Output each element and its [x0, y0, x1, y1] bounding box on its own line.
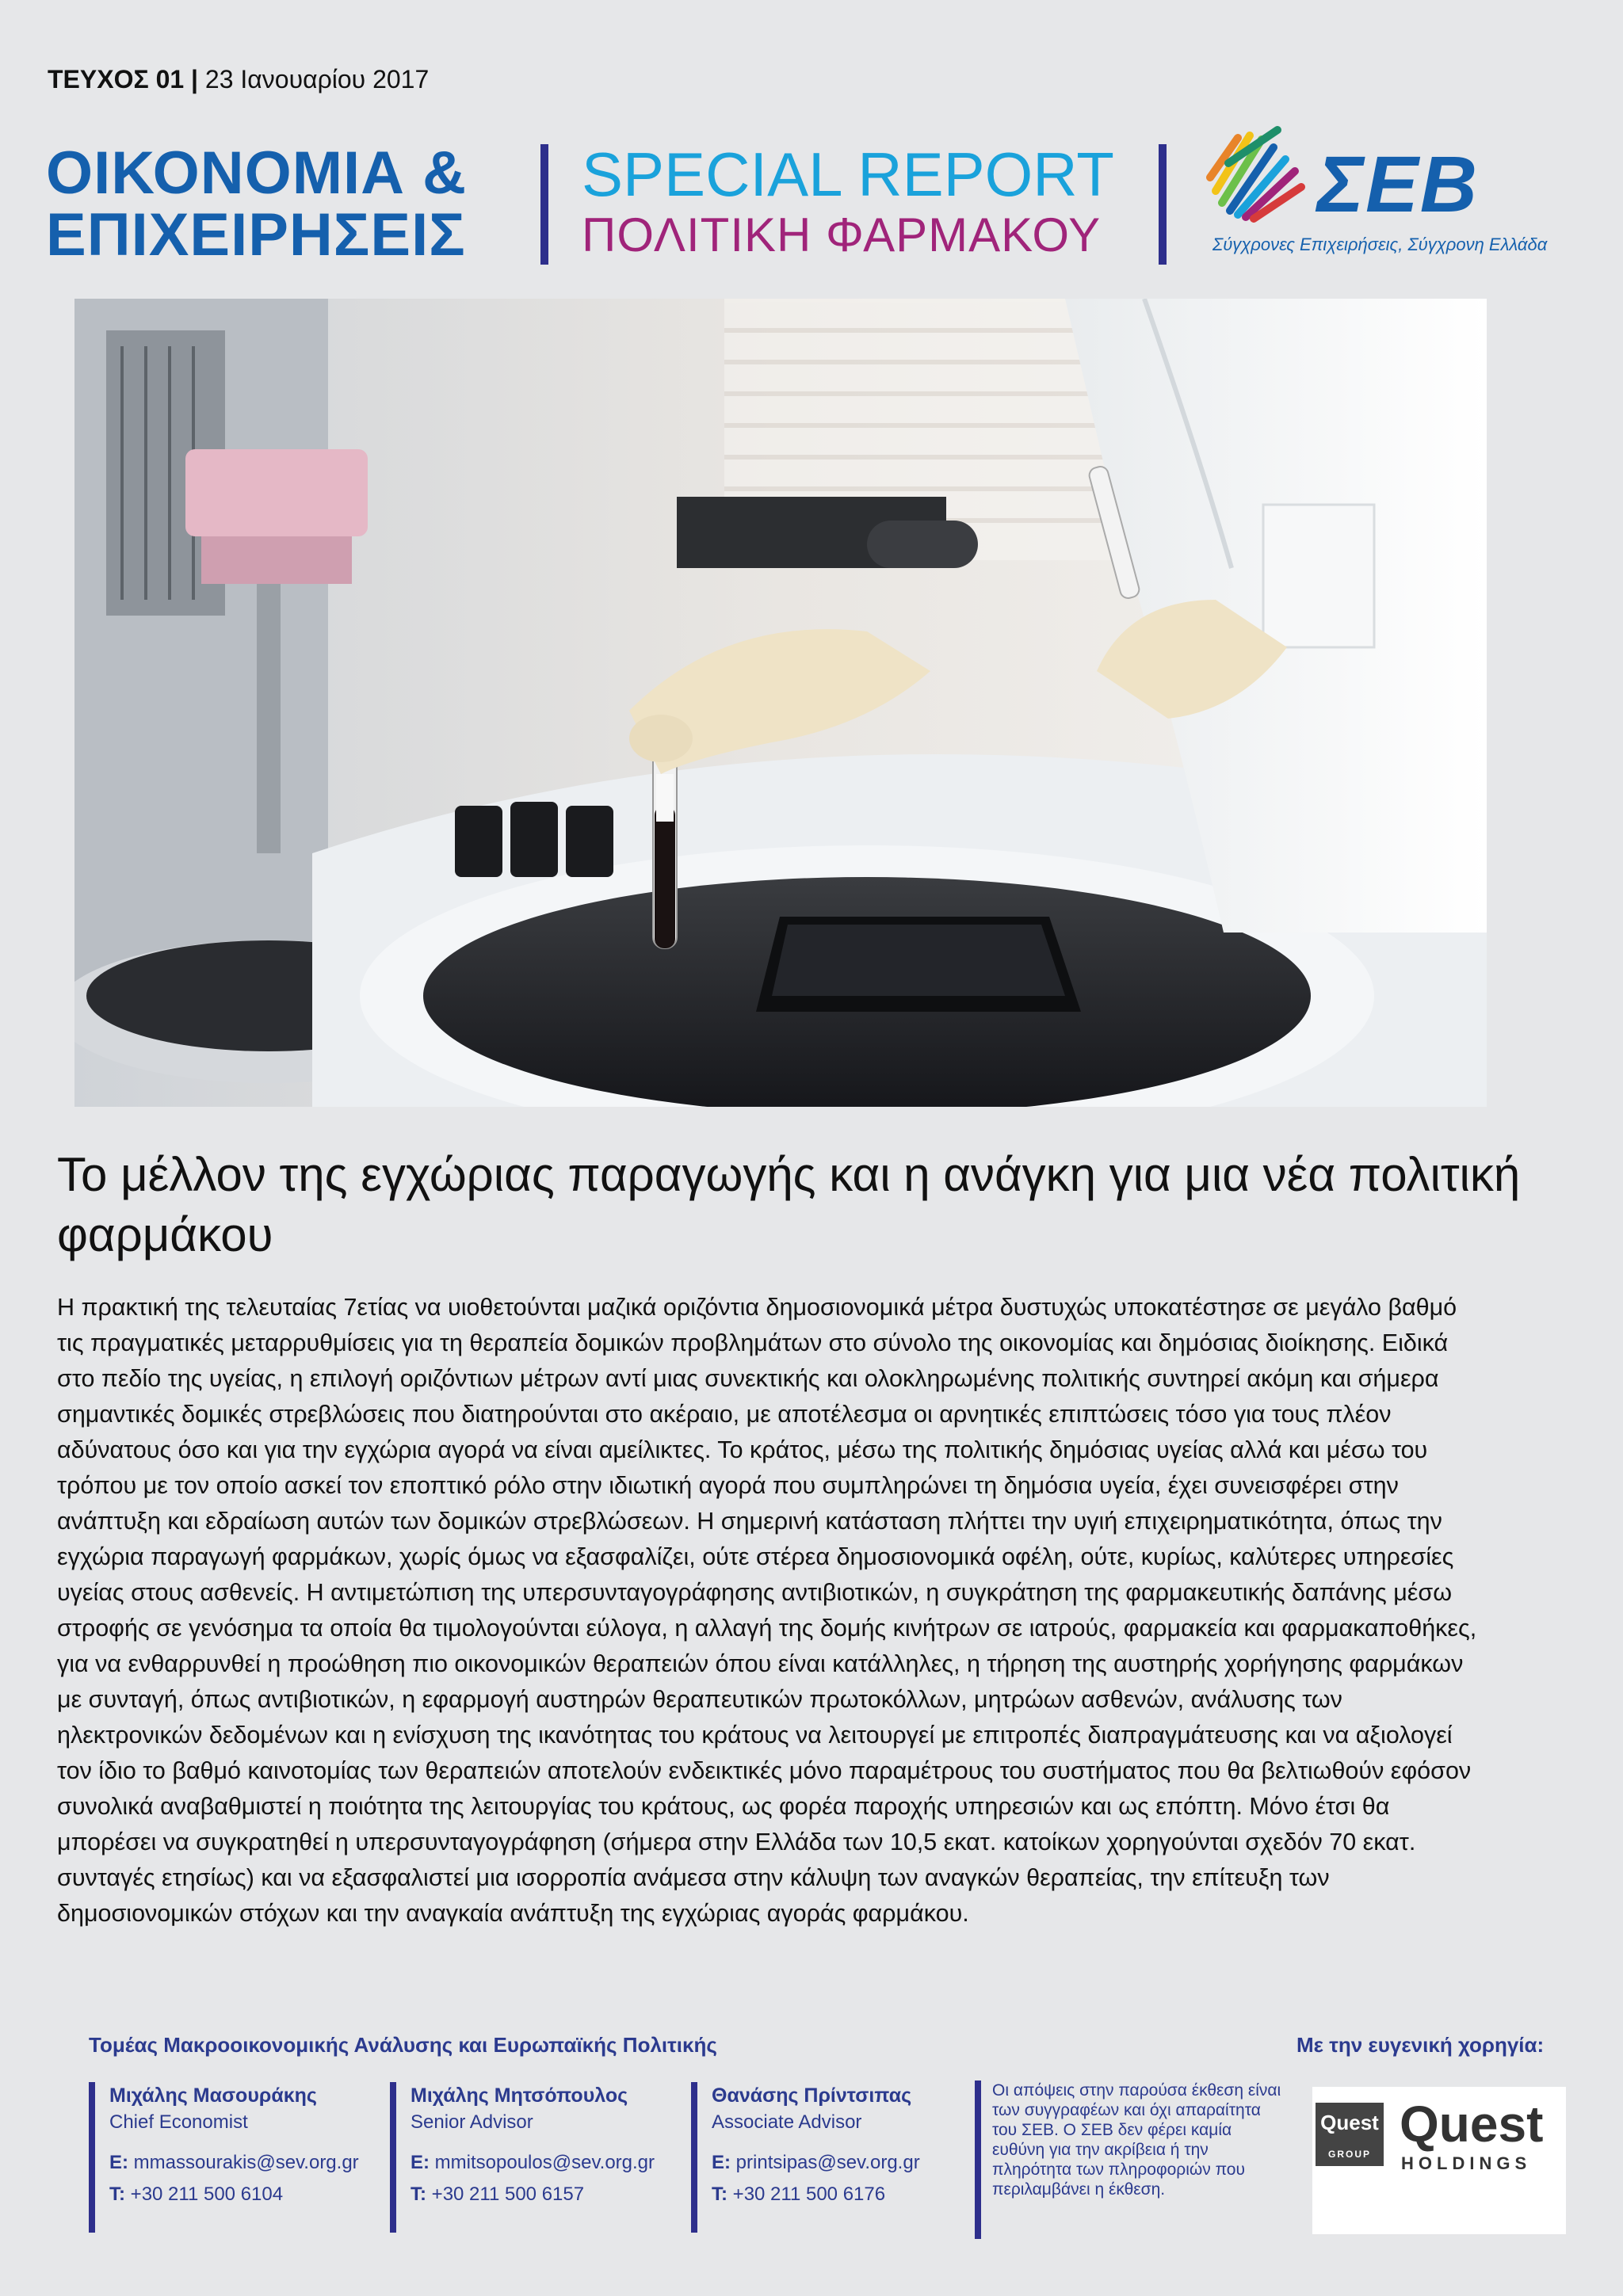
issue-separator: |: [191, 65, 198, 93]
report-topic: ΠΟΛΙΤΙΚΗ ΦΑΡΜΑΚΟΥ: [582, 208, 1102, 261]
contact-card: [89, 2082, 359, 2233]
quest-wordmark: Quest: [1400, 2096, 1544, 2153]
sev-burst-icon: [1198, 116, 1325, 235]
issue-line: [48, 65, 429, 94]
contact-phone: [411, 2179, 655, 2210]
publication-title: [46, 139, 468, 269]
issue-label: ΤΕΥΧΟΣ 01: [48, 65, 185, 93]
disclaimer: Οι απόψεις στην παρούσα έκθεση είναι των συγγραφέων και όχι απαραίτητα του ΣΕΒ. Ο ΣΕΒ δεν φέρει καμία ευθύνη για την ακρίβεια ή την πληρότητα των πληροφοριών που περιλαμβάνει η έκθεση.: [975, 2081, 1285, 2239]
contact-role: Senior Advisor: [411, 2111, 533, 2133]
quest-group-badge: [1316, 2103, 1384, 2166]
publication-title-line1: ΟΙΚΟΝΟΜΙΑ &: [46, 139, 468, 207]
sponsor-logo-quest[interactable]: [1312, 2087, 1566, 2234]
sev-wordmark: ΣΕΒ: [1317, 140, 1479, 229]
issue-date: 23 Ιανουαρίου 2017: [204, 65, 430, 93]
special-report-label: SPECIAL REPORT: [582, 139, 1114, 209]
email-prefix: E:: [712, 2152, 731, 2173]
contact-phone-value: +30 211 500 6104: [130, 2183, 284, 2205]
contact-name: Μιχάλης Μητσόπουλος: [411, 2084, 628, 2107]
footer-sponsor-label: Με την ευγενική χορηγία:: [1296, 2033, 1545, 2057]
footer-department: Τομέας Μακροοικονομικής Ανάλυσης και Ευρωπαϊκής Πολιτικής: [89, 2033, 717, 2057]
report-title: [582, 139, 1114, 265]
email-prefix: E:: [411, 2152, 430, 2173]
quest-holdings: HOLDINGS: [1401, 2153, 1532, 2173]
contact-name: Θανάσης Πρίντσιπας: [712, 2084, 912, 2107]
contact-email-value[interactable]: mmitsopoulos@sev.org.gr: [434, 2152, 655, 2173]
laboratory-illustration: [74, 299, 1487, 1107]
contact-card: [390, 2082, 655, 2233]
masthead-divider-left: [540, 144, 548, 265]
hero-image-laboratory: [74, 299, 1487, 1107]
email-prefix: E:: [109, 2152, 128, 2173]
contact-role: Associate Advisor: [712, 2111, 862, 2133]
article-headline: Το μέλλον της εγχώριας παραγωγής και η ανάγκη για μια νέα πολιτική φαρμάκου: [57, 1148, 1521, 1261]
sev-tagline: Σύγχρονες Επιχειρήσεις, Σύγχρονη Ελλάδα: [1212, 235, 1548, 254]
contact-phone: [109, 2179, 359, 2210]
contact-phone-value: +30 211 500 6176: [732, 2183, 886, 2205]
contact-email[interactable]: [411, 2147, 655, 2179]
contact-email-value[interactable]: mmassourakis@sev.org.gr: [133, 2152, 359, 2173]
quest-badge-bottom: GROUP: [1327, 2149, 1371, 2160]
contact-card: [691, 2082, 920, 2233]
contact-phone: [712, 2179, 920, 2210]
phone-prefix: T:: [712, 2183, 727, 2205]
publication-title-line2: ΕΠΙΧΕΙΡΗΣΕΙΣ: [46, 201, 466, 269]
sev-logo[interactable]: [1198, 108, 1571, 266]
contact-email-value[interactable]: printsipas@sev.org.gr: [735, 2152, 920, 2173]
quest-badge-top: Quest: [1320, 2111, 1379, 2134]
contact-email[interactable]: [712, 2147, 920, 2179]
contact-email[interactable]: [109, 2147, 359, 2179]
contact-name: Μιχάλης Μασουράκης: [109, 2084, 317, 2107]
phone-prefix: T:: [109, 2183, 125, 2205]
masthead-divider-right: [1159, 144, 1167, 265]
contact-phone-value: +30 211 500 6157: [431, 2183, 585, 2205]
article-body: Η πρακτική της τελευταίας 7ετίας να υιοθετούνται μαζικά οριζόντια δημοσιονομικά μέτρα δυστυχώς υποκατέστησε σε μεγάλο βαθμό τις πραγματικές μεταρρυθμίσεις για τη θεραπεία δομικών προβλημάτων στο σύνολο της οικονομίας και δημόσιας διοίκησης. Ειδικά στο πεδίο της υγείας, η επιλογή οριζόντιων μέτρων αντί μιας συνεκτικής και ολοκληρωμένης πολιτικής συντηρεί ακόμη και σήμερα σημαντικές δομικές στρεβλώσεις που διατηρούνται στο ακέραιο, με αποτέλεσμα οι αρνητικές επιπτώσεις τόσο για τους πλέον αδύνατους όσο και για την εγχώρια αγορά να είναι αμείλικτες. Το κράτος, μέσω της πολιτικής δημόσιας υγείας αλλά και μέσω του τρόπου με τον οποίο ασκεί τον εποπτικό ρόλο στην ιδιωτική αγορά που συμπληρώνει τη δημόσια υγεία, έχει συνεισφέρει στην ανάπτυξη και εδραίωση αυτών των δομικών στρεβλώσεων. Η σημερινή κατάσταση πλήττει την υγιή επιχειρηματικότητα, όπως την εγχώρια παραγωγή φαρμάκων, χωρίς όμως να εξασφαλίζει, ούτε στέρεα δημοσιονομικά οφέλη, ούτε, κυρίως, καλύτερες υπηρεσίες υγείας στους ασθενείς. Η αντιμετώπιση της υπερσυνταγογράφησης αντιβιοτικών, η συγκράτηση της φαρμακευτικής δαπάνης μέσω στροφής σε γενόσημα τα οποία θα τιμολογούνται εύλογα, η αλλαγή της δομής κινήτρων σε ιατρούς, φαρμακεία και φαρμακαποθήκες, για να ενθαρρυνθεί η προώθηση πιο οικονομικών θεραπειών όπου είναι κατάλληλες, η τήρηση της αυστηρής χορήγησης φαρμάκων με συνταγή, όπως αντιβιοτικών, η εφαρμογή αυστηρών θεραπευτικών πρωτοκόλλων, μητρώων ασθενών, ανάλυσης των ηλεκτρονικών δεδομένων και η ενίσχυση της ικανότητας του κράτους να λειτουργεί με επιτροπές διαπραγμάτευσης και να αξιολογεί τον ίδιο το βαθμό καινοτομίας των θεραπειών αποτελούν ενδεικτικές μόνο παραμέτρους του συστήματος που θα βελτιωθούν εφόσον συνολικά αναβαθμιστεί η ποιότητα της λειτουργίας του κράτους, ως φορέα παροχής υπηρεσιών και ως επόπτη. Μόνο έτσι θα μπορέσει να συγκρατηθεί η υπερσυνταγογράφηση (σήμερα στην Ελλάδα των 10,5 εκατ. κατοίκων χορηγούνται σχεδόν 70 εκατ. συνταγές ετησίως) και να εξασφαλιστεί μια ισορροπία ανάμεσα στην κάλυψη των αναγκών θεραπείας, την επίτευξη των δημοσιονομικών στόχων και την αναγκαία ανάπτυξη της εγχώριας αγοράς φαρμάκου.: [57, 1294, 1477, 1927]
phone-prefix: T:: [411, 2183, 426, 2205]
contact-role: Chief Economist: [109, 2111, 248, 2133]
